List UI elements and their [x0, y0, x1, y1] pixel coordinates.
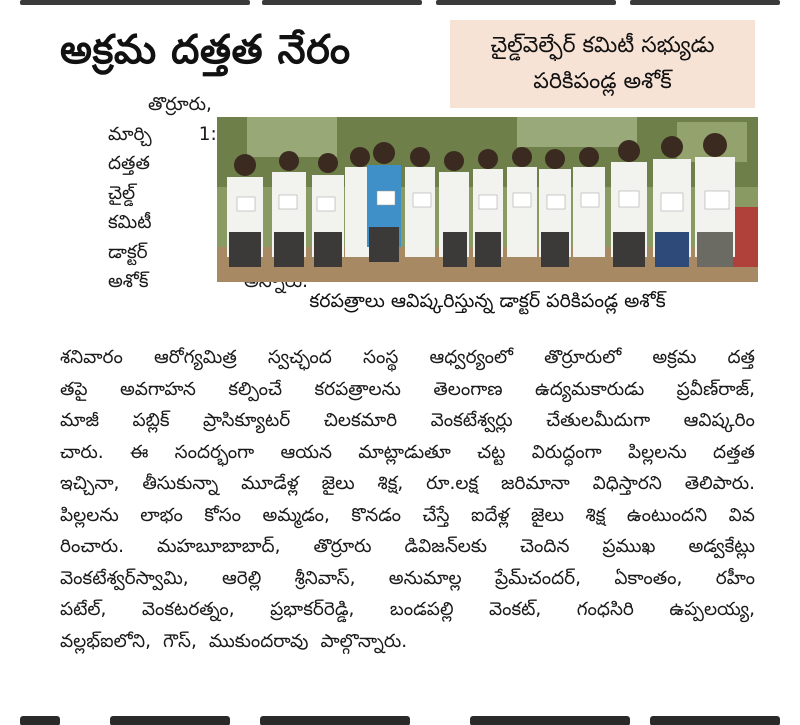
- body-word: ఐదేళ్ల: [471, 504, 510, 526]
- body-word: తెలంగాణ: [433, 378, 503, 400]
- body-word: చారు.: [60, 441, 104, 463]
- body-word: ఉప్పలయ్య,: [669, 599, 755, 620]
- body-word: తొర్రూరు: [313, 536, 372, 557]
- body-word: బండపల్లి: [389, 599, 454, 620]
- clipped-previous-article: [0, 0, 800, 8]
- body-word: డివిజన్‌లకు: [404, 536, 487, 557]
- body-word: చిలకమారి: [323, 410, 398, 431]
- body-word: కొనడం: [351, 504, 402, 526]
- body-word: పటేల్,: [60, 599, 107, 620]
- body-word: చట్ట: [477, 441, 506, 463]
- body-line: [60, 500, 755, 532]
- body-word: ముకుందరావు: [208, 630, 309, 652]
- body-word: వెంకటేశ్వర్లు: [430, 410, 513, 431]
- body-word: రించారు.: [60, 536, 125, 557]
- body-word: గంధసిరి: [576, 599, 634, 620]
- body-word: ఇచ్చినా,: [60, 473, 120, 494]
- body-word: చెందిన: [519, 536, 570, 557]
- body-word: ఆరోగ్యమిత్ర: [154, 347, 237, 368]
- intro-word: కమిటీ: [108, 212, 152, 233]
- body-word: మూడేళ్ల: [241, 473, 299, 494]
- body-word: ఈ: [129, 441, 149, 463]
- body-word: ఆయన: [280, 441, 332, 463]
- body-word: శిక్ష,: [377, 473, 404, 494]
- body-word: కల్పించే: [228, 378, 283, 400]
- article-headline: అక్రమ దత్తత నేరం: [60, 27, 351, 73]
- body-word: జరిమానా: [501, 473, 570, 494]
- body-word: సందర్భంగా: [174, 441, 255, 463]
- body-word: ఆరెల్లి: [221, 567, 262, 589]
- body-word: వెంకటేశ్వర్‌స్వామి,: [60, 567, 189, 589]
- body-line: [60, 594, 755, 626]
- body-word: జైలు: [321, 473, 355, 494]
- body-word: ఏకాంతం,: [614, 567, 683, 589]
- body-word: జైలు: [530, 504, 565, 526]
- intro-word: తొర్రూరు,: [148, 94, 212, 115]
- photo-caption: కరపత్రాలు ఆవిష్కరిస్తున్న డాక్టర్ పరికిపండ్ల అశోక్: [309, 290, 666, 312]
- body-word: ప్రభాకర్‌రెడ్డి,: [270, 599, 355, 620]
- intro-word: మార్చి: [108, 123, 152, 145]
- intro-word: చైల్డ్: [108, 182, 136, 204]
- intro-word: డాక్టర్: [108, 241, 148, 263]
- body-word: అనుమాల్ల: [388, 567, 462, 589]
- body-word: కోసం: [204, 504, 242, 526]
- body-line: [60, 342, 755, 374]
- body-word: మహబూబాబాద్,: [156, 536, 281, 557]
- body-word: సంస్థ: [362, 347, 399, 368]
- body-word: ప్రవీణ్‌రాజ్,: [676, 378, 755, 400]
- body-word: తొర్రూరులో: [544, 347, 622, 368]
- body-word: ఉద్యమకారుడు: [535, 378, 645, 400]
- body-word: అక్రమ: [652, 347, 697, 368]
- intro-word: అశోక్: [108, 271, 149, 292]
- body-word: అవగాహన: [119, 378, 196, 400]
- body-word: లాభం: [140, 504, 183, 526]
- intro-word: దత్తత: [108, 153, 150, 174]
- body-word: ఆధ్వర్యంలో: [429, 347, 514, 368]
- pull-quote-line-1: చైల్డ్‌వెల్ఫేర్ కమిటీ సభ్యుడు: [490, 33, 715, 58]
- body-word: ప్రేమ్‌చందర్,: [494, 567, 582, 589]
- body-line: [60, 563, 755, 595]
- body-word: శ్రీనివాస్,: [294, 567, 356, 589]
- body-word: మాట్లాడుతూ: [358, 441, 451, 463]
- body-line: [60, 626, 755, 658]
- body-line: [60, 405, 755, 437]
- body-word: చేతులమీదుగా: [546, 410, 651, 431]
- body-word: మాజీ: [60, 410, 100, 431]
- pull-quote-box: [450, 20, 755, 108]
- body-word: రూ.లక్ష: [426, 473, 479, 494]
- pull-quote-line-2: పరికిపండ్ల అశోక్: [533, 69, 672, 94]
- body-word: విధిస్తారని: [592, 473, 662, 494]
- body-word: అమ్మడం,: [262, 504, 330, 526]
- body-word: దత్తత: [713, 441, 755, 463]
- body-word: స్వచ్ఛంద: [267, 347, 332, 368]
- body-line: [60, 531, 755, 563]
- body-word: వెంకట్,: [488, 599, 542, 620]
- article-photo: [217, 117, 758, 282]
- body-word: రహీం: [715, 567, 755, 589]
- body-word: వివ: [728, 504, 755, 526]
- body-word: ప్రాసిక్యూటర్: [203, 410, 291, 431]
- body-word: అడ్వకేట్లు: [688, 536, 755, 557]
- body-word: ఉంటుందని: [626, 504, 708, 526]
- body-word: దత్త: [727, 347, 755, 368]
- body-word: తపై: [60, 378, 88, 400]
- body-word: శిక్ష: [585, 504, 606, 526]
- body-word: తీసుకున్నా: [142, 473, 219, 494]
- body-line: [60, 437, 755, 469]
- body-word: శనివారం: [60, 347, 123, 368]
- clipped-next-article: [0, 708, 800, 725]
- body-word: కరపత్రాలను: [314, 378, 401, 400]
- body-line: [60, 374, 755, 406]
- body-word: విరుద్ధంగా: [531, 441, 602, 463]
- body-word: వల్లభ్‌ఐలోని,: [60, 630, 152, 652]
- article-body: [60, 342, 755, 657]
- body-word: పాల్గొన్నారు.: [320, 630, 408, 652]
- intro-word: 1:: [198, 123, 217, 145]
- body-word: తెలిపారు.: [684, 473, 755, 494]
- body-word: పబ్లిక్: [132, 410, 170, 431]
- intro-line: [108, 90, 308, 120]
- body-word: గౌస్,: [163, 630, 197, 652]
- body-word: పిల్లలను: [60, 504, 119, 526]
- body-word: చేస్తే: [422, 504, 450, 526]
- body-word: వెంకటరత్నం,: [141, 599, 235, 620]
- body-word: ఆవిష్కరిం: [683, 410, 755, 431]
- body-word: ప్రముఖ: [602, 536, 656, 557]
- body-word: పిల్లలను: [628, 441, 687, 463]
- body-line: [60, 468, 755, 500]
